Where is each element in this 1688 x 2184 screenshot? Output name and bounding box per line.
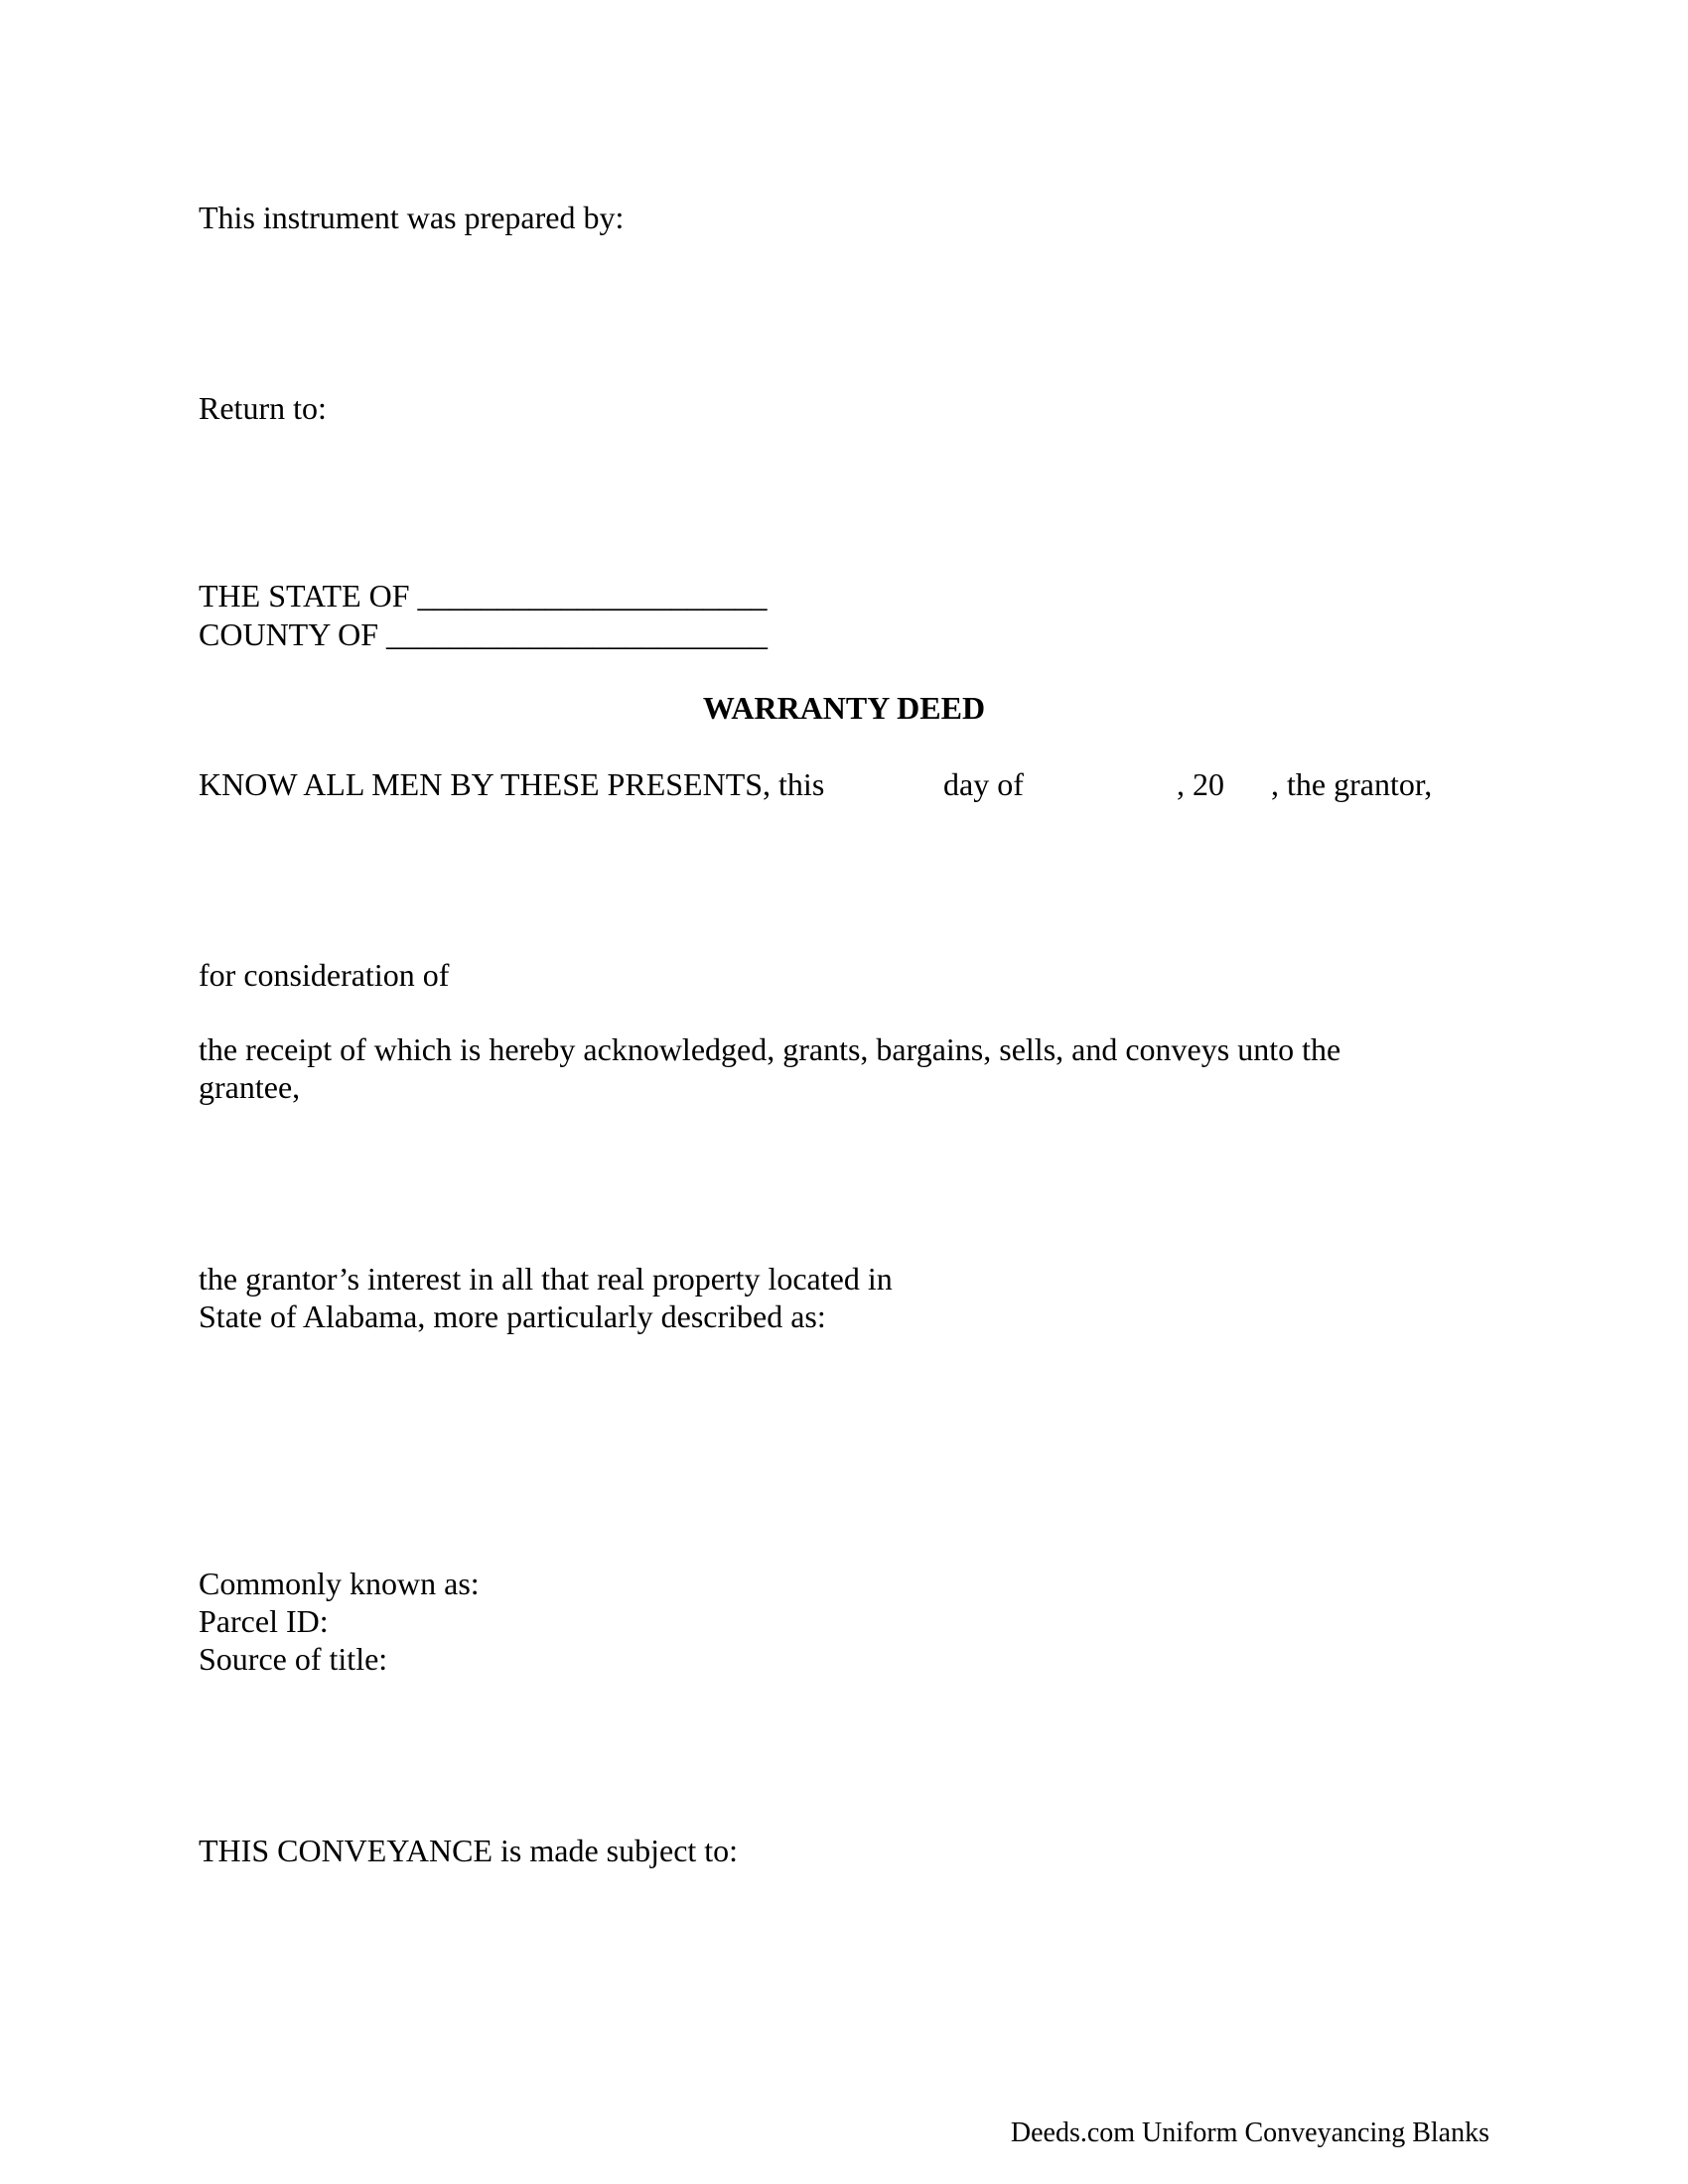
county-of-label: COUNTY OF <box>199 616 379 652</box>
prepared-by-label: This instrument was prepared by: <box>199 200 625 235</box>
county-of-line <box>199 615 768 653</box>
state-of-line <box>199 577 768 614</box>
day-of-text: day of <box>943 766 1024 802</box>
year-prefix-text: , 20 <box>1177 766 1224 802</box>
grantor-text: , the grantor, <box>1271 766 1433 802</box>
receipt-line-2: grantee, <box>199 1069 301 1105</box>
source-of-title-label: Source of title: <box>199 1641 388 1677</box>
return-to-label: Return to: <box>199 390 327 426</box>
interest-line-2: State of Alabama, more particularly described as: <box>199 1298 826 1334</box>
consideration-text: for consideration of <box>199 957 450 993</box>
conveyance-text: THIS CONVEYANCE is made subject to: <box>199 1833 739 1868</box>
footer-text: Deeds.com Uniform Conveyancing Blanks <box>1010 2117 1489 2148</box>
state-of-blank: ______________________ <box>417 578 768 614</box>
commonly-known-label: Commonly known as: <box>199 1566 480 1601</box>
document-title: WARRANTY DEED <box>702 690 986 726</box>
state-of-label: THE STATE OF <box>199 578 410 614</box>
know-all-text: KNOW ALL MEN BY THESE PRESENTS, this <box>199 766 825 802</box>
receipt-line-1: the receipt of which is hereby acknowledged, grants, bargains, sells, and conveys unto the <box>199 1031 1341 1067</box>
parcel-id-label: Parcel ID: <box>199 1603 329 1639</box>
interest-line-1: the grantor’s interest in all that real property located in <box>199 1261 893 1297</box>
county-of-blank: ________________________ <box>386 616 769 652</box>
